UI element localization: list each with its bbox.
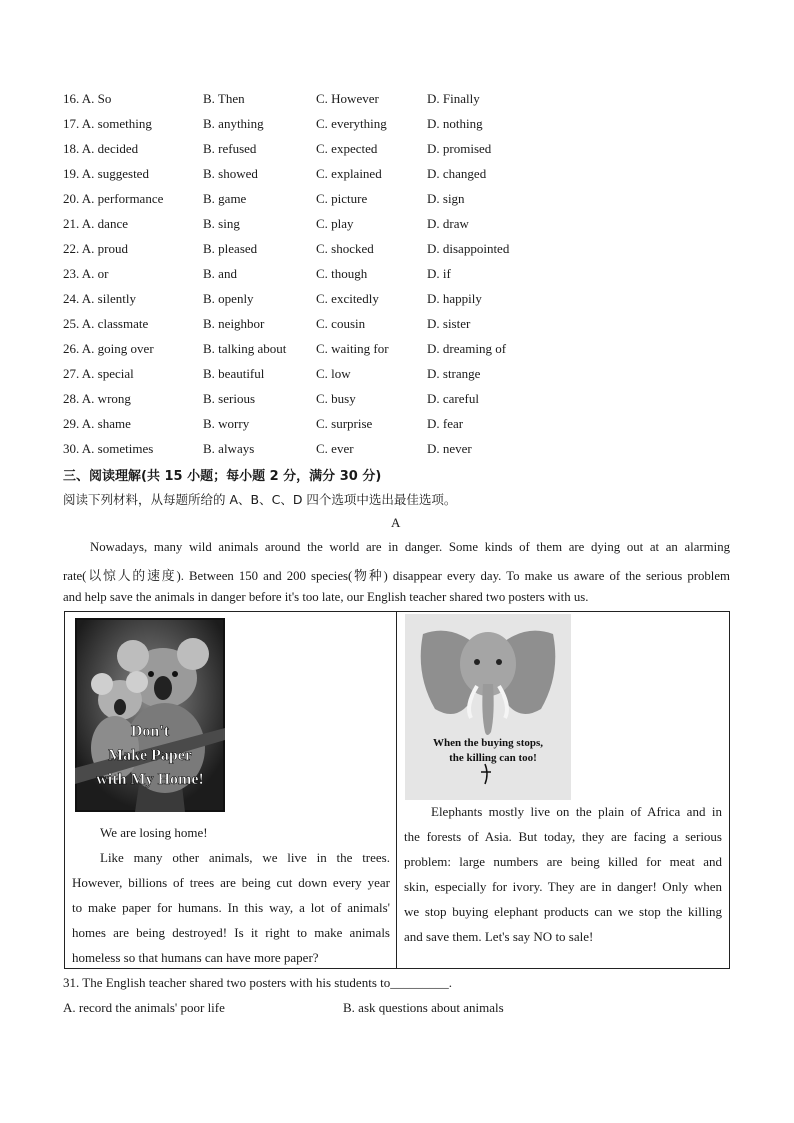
passage-label: A bbox=[391, 515, 401, 530]
cloze-num-a bbox=[63, 315, 148, 333]
cloze-num-a bbox=[63, 290, 136, 308]
cloze-number: 19. bbox=[63, 166, 80, 181]
cloze-option-c: C. However bbox=[316, 91, 379, 106]
cloze-number: 29. bbox=[63, 416, 80, 431]
elephant-body-2: the forests of Asia. But today, they are facing a serious bbox=[404, 829, 722, 844]
cloze-option-b: B. and bbox=[203, 266, 237, 281]
koala-caption-3: with My Home! bbox=[96, 771, 204, 788]
cloze-option-c: C. cousin bbox=[316, 316, 366, 331]
cloze-num-a bbox=[63, 440, 153, 458]
elephant-body-6: and save them. Let's say NO to sale! bbox=[404, 929, 594, 944]
cloze-num-a bbox=[63, 240, 128, 258]
cloze-option-d: D. changed bbox=[427, 166, 487, 181]
cloze-number: 26. bbox=[63, 341, 80, 356]
elephant-caption-1: When the buying stops, bbox=[432, 737, 544, 749]
elephant-body-5: we stop buying elephant products can we stop the killing bbox=[404, 904, 722, 919]
cloze-option-c: C. surprise bbox=[316, 416, 373, 431]
passage-line-1: Nowadays, many wild animals around the world are in danger. Some kinds of them are dying out at an alarming bbox=[90, 540, 730, 554]
cloze-option-a: A. special bbox=[81, 366, 134, 381]
cloze-option-b: B. game bbox=[203, 191, 247, 206]
cloze-num-a bbox=[63, 115, 152, 133]
cloze-number: 21. bbox=[63, 216, 80, 231]
elephant-body-3: problem: large numbers are being killed for meat and bbox=[404, 854, 722, 869]
cloze-option-b: B. sing bbox=[203, 216, 240, 231]
cloze-option-a: A. dance bbox=[81, 216, 128, 231]
koala-body-2: However, billions of trees are being cut down every year bbox=[72, 875, 390, 890]
cloze-num-a bbox=[63, 165, 149, 183]
cloze-option-c: C. ever bbox=[316, 441, 354, 456]
cloze-option-d: D. Finally bbox=[427, 91, 480, 106]
cloze-option-c: C. shocked bbox=[316, 241, 374, 256]
cloze-option-d: D. draw bbox=[427, 216, 469, 231]
koala-body-5: homeless so that humans can have more paper? bbox=[72, 950, 319, 965]
elephant-caption-2: the killing can too! bbox=[449, 752, 537, 764]
cloze-option-d: D. careful bbox=[427, 391, 479, 406]
cloze-option-c: C. busy bbox=[316, 391, 356, 406]
cloze-option-c: C. explained bbox=[316, 166, 382, 181]
koala-illustration bbox=[75, 618, 225, 812]
cloze-option-a: A. shame bbox=[81, 416, 131, 431]
cloze-option-c: C. excitedly bbox=[316, 291, 379, 306]
passage-line-2: rate(以惊人的速度). Between 150 and 200 species(物种) disappear every day. To make us aware of the serious problem bbox=[63, 569, 730, 583]
cloze-option-b: B. serious bbox=[203, 391, 255, 406]
cloze-option-a: A. going over bbox=[81, 341, 154, 356]
cloze-number: 16. bbox=[63, 91, 80, 106]
cloze-option-a: A. classmate bbox=[81, 316, 149, 331]
cloze-option-b: B. always bbox=[203, 441, 255, 456]
question-31-stem: 31. The English teacher shared two posters with his students to_________. bbox=[63, 975, 452, 990]
cloze-option-a: A. decided bbox=[81, 141, 139, 156]
section-instruction: 阅读下列材料，从每题所给的 A、B、C、D 四个选项中选出最佳选项。 bbox=[63, 492, 457, 507]
cloze-option-c: C. everything bbox=[316, 116, 387, 131]
cloze-option-c: C. play bbox=[316, 216, 354, 231]
posters-table bbox=[64, 611, 730, 969]
cloze-num-a bbox=[63, 365, 134, 383]
cloze-num-a bbox=[63, 265, 109, 283]
cloze-option-a: A. suggested bbox=[81, 166, 149, 181]
cloze-option-b: B. worry bbox=[203, 416, 250, 431]
cloze-number: 24. bbox=[63, 291, 80, 306]
question-31-option-a: A. record the animals' poor life bbox=[63, 1000, 225, 1015]
cloze-number: 20. bbox=[63, 191, 80, 206]
cloze-option-a: A. performance bbox=[81, 191, 164, 206]
cloze-option-d: D. sister bbox=[427, 316, 471, 331]
cloze-option-d: D. promised bbox=[427, 141, 492, 156]
cloze-option-b: B. beautiful bbox=[203, 366, 265, 381]
koala-heading: We are losing home! bbox=[100, 825, 208, 840]
koala-body-4: homes are being destroyed! Is it right to make animals bbox=[72, 925, 390, 940]
cloze-num-a bbox=[63, 140, 138, 158]
cloze-option-d: D. fear bbox=[427, 416, 464, 431]
cloze-option-a: A. or bbox=[81, 266, 109, 281]
cloze-number: 27. bbox=[63, 366, 80, 381]
cloze-option-b: B. neighbor bbox=[203, 316, 265, 331]
cloze-option-c: C. waiting for bbox=[316, 341, 389, 356]
cloze-number: 17. bbox=[63, 116, 80, 131]
cloze-option-d: D. dreaming of bbox=[427, 341, 507, 356]
koala-poster-image bbox=[75, 618, 225, 812]
cloze-option-b: B. Then bbox=[203, 91, 245, 106]
cloze-num-a bbox=[63, 390, 131, 408]
cloze-num-a bbox=[63, 340, 154, 358]
elephant-illustration bbox=[405, 614, 571, 800]
koala-caption-1: Don't bbox=[130, 723, 170, 740]
cloze-num-a bbox=[63, 215, 128, 233]
cloze-option-d: D. happily bbox=[427, 291, 482, 306]
cloze-option-d: D. if bbox=[427, 266, 451, 281]
cloze-number: 30. bbox=[63, 441, 80, 456]
cloze-num-a bbox=[63, 415, 131, 433]
cloze-option-d: D. strange bbox=[427, 366, 481, 381]
cloze-option-d: D. nothing bbox=[427, 116, 483, 131]
question-31-option-b: B. ask questions about animals bbox=[343, 1000, 504, 1015]
section-title: 三、阅读理解(共 15 小题；每小题 2 分，满分 30 分) bbox=[63, 469, 382, 484]
cloze-option-b: B. pleased bbox=[203, 241, 258, 256]
cloze-option-a: A. wrong bbox=[81, 391, 131, 406]
cloze-option-b: B. showed bbox=[203, 166, 258, 181]
cloze-option-a: A. silently bbox=[81, 291, 136, 306]
cloze-number: 22. bbox=[63, 241, 80, 256]
cloze-option-a: A. So bbox=[81, 91, 112, 106]
cloze-number: 18. bbox=[63, 141, 80, 156]
cloze-number: 25. bbox=[63, 316, 80, 331]
cloze-number: 28. bbox=[63, 391, 80, 406]
cloze-option-b: B. talking about bbox=[203, 341, 287, 356]
cloze-option-d: D. disappointed bbox=[427, 241, 510, 256]
passage-line-3: and help save the animals in danger before it's too late, our English teacher shared two posters with us. bbox=[63, 590, 589, 604]
cloze-option-c: C. expected bbox=[316, 141, 378, 156]
cloze-num-a bbox=[63, 190, 163, 208]
cloze-option-a: A. sometimes bbox=[81, 441, 154, 456]
cloze-option-d: D. sign bbox=[427, 191, 465, 206]
koala-body-1: Like many other animals, we live in the trees. bbox=[100, 850, 390, 865]
elephant-body-4: skin, especially for ivory. They are in danger! Only when bbox=[404, 879, 722, 894]
elephant-poster-image bbox=[405, 614, 571, 800]
cloze-option-a: A. something bbox=[81, 116, 152, 131]
cloze-num-a bbox=[63, 90, 111, 108]
elephant-body-1: Elephants mostly live on the plain of Africa and in bbox=[431, 804, 722, 819]
table-divider bbox=[396, 612, 397, 968]
cloze-option-a: A. proud bbox=[81, 241, 129, 256]
cloze-option-d: D. never bbox=[427, 441, 472, 456]
cloze-option-b: B. refused bbox=[203, 141, 257, 156]
cloze-option-b: B. anything bbox=[203, 116, 264, 131]
koala-body-3: to make paper for humans. In this way, a lot of animals' bbox=[72, 900, 390, 915]
cloze-option-c: C. low bbox=[316, 366, 351, 381]
cloze-option-c: C. picture bbox=[316, 191, 368, 206]
koala-caption-2: Make Paper bbox=[108, 747, 192, 764]
cloze-number: 23. bbox=[63, 266, 80, 281]
cloze-option-b: B. openly bbox=[203, 291, 254, 306]
cloze-option-c: C. though bbox=[316, 266, 368, 281]
